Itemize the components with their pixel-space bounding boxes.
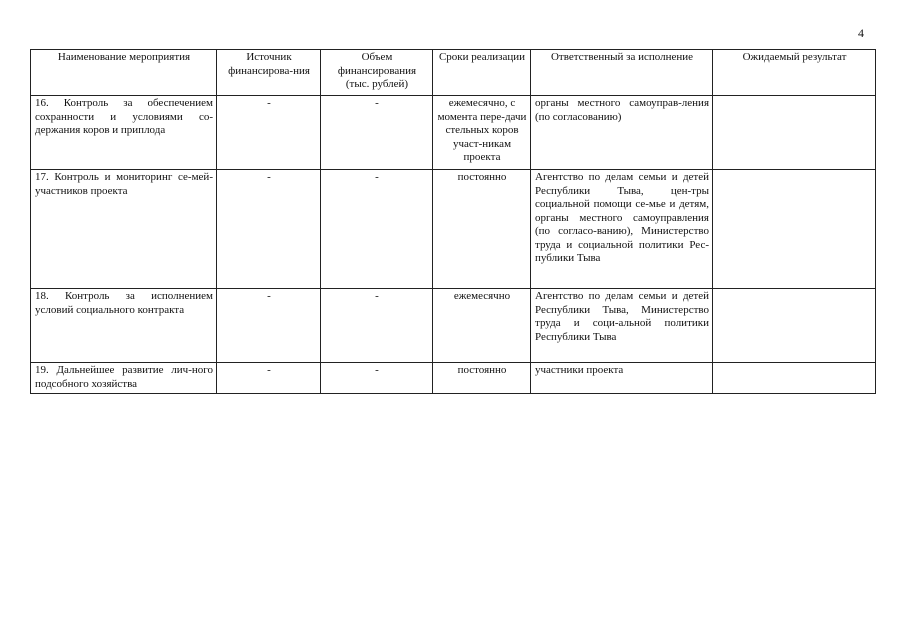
terms-cell: ежемесячно: [433, 289, 531, 363]
measure-name-cell: 16. Контроль за обеспечением сохранности и условиями со-держания коров и приплода: [31, 96, 217, 170]
responsible-cell: Агентство по делам семьи и детей Республики Тыва, цен-тры социальной помощи се-мье и детям, органы местного самоуправления (по согласо-ванию), Министерство труда и социальной политики Рес-публики Тыва: [531, 170, 713, 289]
page-number: 4: [858, 26, 864, 40]
header-measure-name: Наименование мероприятия: [31, 50, 217, 96]
terms-cell: ежемесячно, с момента пере-дачи стельных коров участ-никам проекта: [433, 96, 531, 170]
header-funding-volume: Объем финансирования (тыс. рублей): [321, 50, 433, 96]
header-funding-source: Источник финансирова-ния: [217, 50, 321, 96]
funding-volume-cell: -: [321, 96, 433, 170]
responsible-cell: Агентство по делам семьи и детей Республики Тыва, Министерство труда и соци-альной политики Республики Тыва: [531, 289, 713, 363]
funding-source-cell: -: [217, 289, 321, 363]
expected-result-cell: [713, 96, 876, 170]
responsible-cell: участники проекта: [531, 363, 713, 394]
funding-volume-cell: -: [321, 363, 433, 394]
expected-result-cell: [713, 363, 876, 394]
header-expected-result: Ожидаемый результат: [713, 50, 876, 96]
header-terms: Сроки реализации: [433, 50, 531, 96]
funding-volume-cell: -: [321, 289, 433, 363]
table-row: [31, 363, 876, 394]
table-row: [31, 96, 876, 170]
funding-source-cell: -: [217, 96, 321, 170]
measures-table: [30, 49, 876, 394]
terms-cell: постоянно: [433, 170, 531, 289]
funding-source-cell: -: [217, 363, 321, 394]
header-responsible: Ответственный за исполнение: [531, 50, 713, 96]
terms-cell: постоянно: [433, 363, 531, 394]
funding-volume-cell: -: [321, 170, 433, 289]
expected-result-cell: [713, 170, 876, 289]
expected-result-cell: [713, 289, 876, 363]
measure-name-cell: 18. Контроль за исполнением условий социального контракта: [31, 289, 217, 363]
table-row: [31, 170, 876, 289]
measure-name-cell: 17. Контроль и мониторинг се-мей-участников проекта: [31, 170, 217, 289]
responsible-cell: органы местного самоуправ-ления (по согласованию): [531, 96, 713, 170]
table-header-row: [31, 50, 876, 96]
funding-source-cell: -: [217, 170, 321, 289]
measure-name-cell: 19. Дальнейшее развитие лич-ного подсобного хозяйства: [31, 363, 217, 394]
table-row: [31, 289, 876, 363]
